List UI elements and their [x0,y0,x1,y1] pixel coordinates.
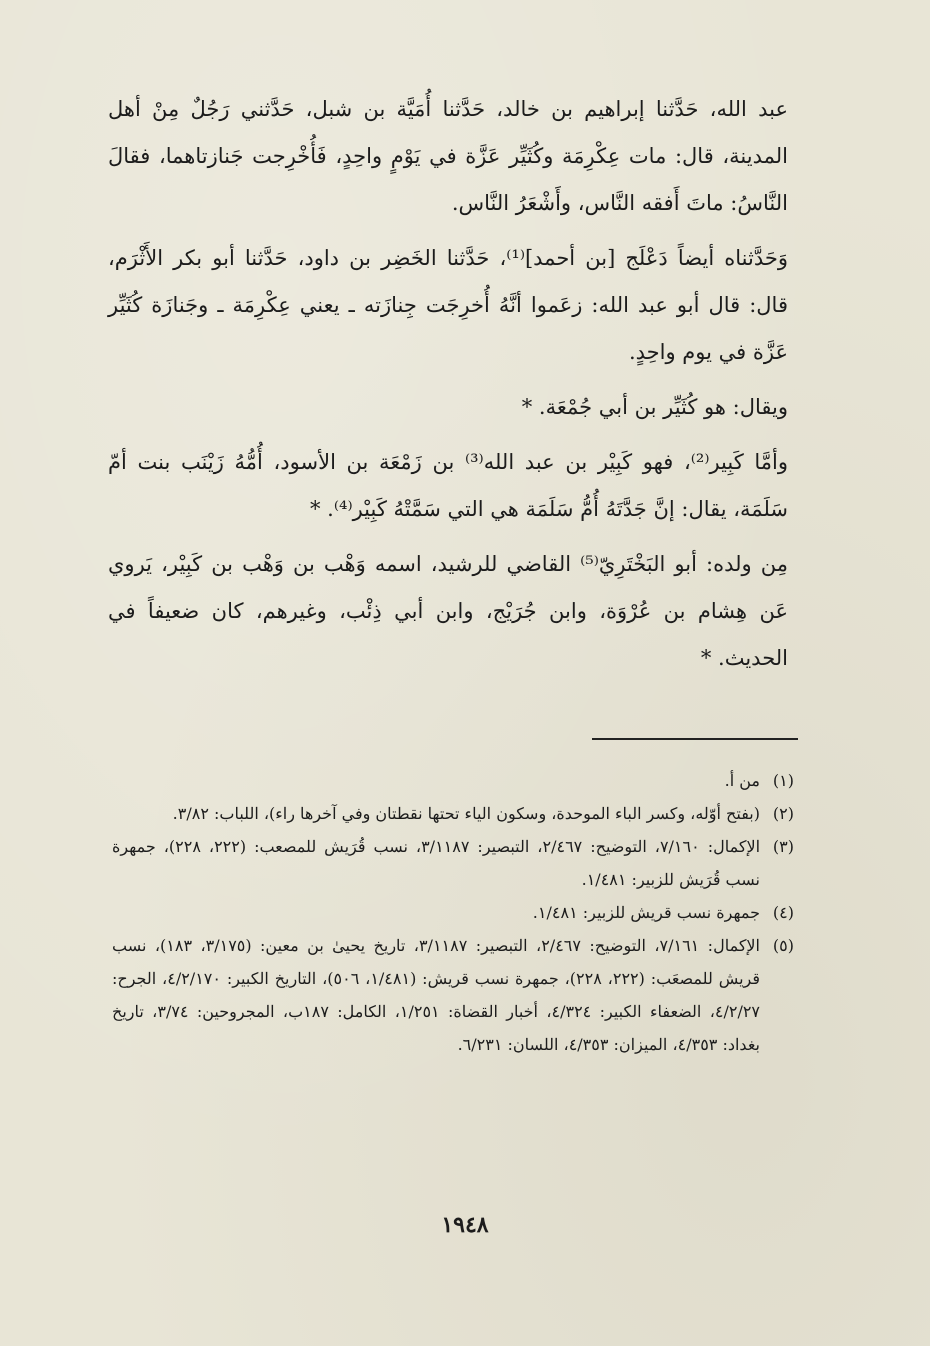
footnote-text: جمهرة نسب قريش للزبير: ١/٤٨١. [532,903,760,922]
paragraph: ويقال: هو كُثَيِّر بن أبي جُمْعَة. * [521,395,788,419]
footnote-number: (١) [772,771,794,790]
footnotes [112,764,794,1061]
footnote-text: الإكمال: ٧/١٦٠، التوضيح: ٢/٤٦٧، التبصير: ٣/١١٨٧، نسب قُرَيش للمصعب: (٢٢٢، ٢٢٨)، جمهرة نسب قُرَيش للزبير: ١/٤٨١. [112,837,761,889]
paragraph: وأمَّا كَبِير⁽²⁾، فهو كَبِيْر بن عبد الله⁽³⁾ بن زَمْعَة بن الأسود، أُمُّهُ زَيْنَب بنت أمّ سَلَمَة، يقال: إنَّ جَدَّتَهُ أُمُّ سَلَمَة هي التي سَمَّتْهُ كَبِيْر⁽⁴⁾. * [108,450,789,521]
paragraph: وَحَدَّثناه أيضاً دَعْلَج [بن أحمد]⁽¹⁾، حَدَّثنا الخَضِر بن داود، حَدَّثنا أبو بكر الأَثْرَم، قال: قال أبو عبد الله: زعَموا أنَّهُ أُخرِجَت جِنازَته ـ يعني عِكْرِمَة ـ وجَنازَة كُثَيِّر عَزَّة في يوم واحِدٍ. [108,246,788,364]
footnote-number: (٣) [772,837,794,856]
footnote-text: من أ. [724,771,760,790]
footnote [112,896,794,929]
footnote-divider [592,738,798,740]
footnote [112,764,794,797]
footnote-text: الإكمال: ٧/١٦١، التوضيح: ٢/٤٦٧، التبصير: ٣/١١٨٧، تاريخ يحيىٰ بن معين: (٣/١٧٥، ١٨٣)، نسب قريش للمصعَب: (٢٢٢، ٢٢٨)، جمهرة نسب قريش: (١/٤٨١، ٥٠٦)، التاريخ الكبير: ٤/٢/١٧٠، الجرح: ٤/٢/٢٧، الضعفاء الكبير: ٤/٣٢٤، أخبار القضاة: ١/٢٥١، الكامل: ١٨٧ب، المجروحين: ٣/٧٤، تاريخ بغداد: ٤/٣٥٣، الميزان: ٤/٣٥٣، اللسان: ٦/٢٣١. [112,936,761,1054]
paragraph: مِن ولده: أبو البَخْتَرِيّ⁽⁵⁾ القاضي للرشيد، اسمه وَهْب بن وَهْب بن كَبِيْر، يَروي عَن هِشام بن عُرْوَة، وابن جُرَيْج، وابن أبي ذِئْب، وغيرهم، كان ضعيفاً في الحديث. * [108,552,788,670]
footnote-number: (٢) [772,804,794,823]
paragraph: عبد الله، حَدَّثنا إبراهيم بن خالد، حَدَّثنا أُمَيَّة بن شبل، حَدَّثني رَجُلٌ مِنْ أهل المدينة، قال: مات عِكْرِمَة وكُثَيِّر عَزَّة في يَوْمٍ واحِدٍ، فَأُخْرِجت جَنازتاهما، فقالَ النَّاسُ: ماتَ أَفقه النَّاس، وأَشْعَرُ النَّاس. [108,97,788,215]
main-text [108,86,788,690]
footnote-number: (٤) [772,903,794,922]
footnote [112,929,794,1061]
footnote-text: (بفتح أوّله، وكسر الباء الموحدة، وسكون الياء تحتها نقطتان وفي آخرها راء)، اللباب: ٣/٨٢. [172,804,760,823]
page-number: ١٩٤٨ [441,1212,489,1238]
footnote-number: (٥) [772,936,794,955]
footnote [112,830,794,896]
footnote [112,797,794,830]
